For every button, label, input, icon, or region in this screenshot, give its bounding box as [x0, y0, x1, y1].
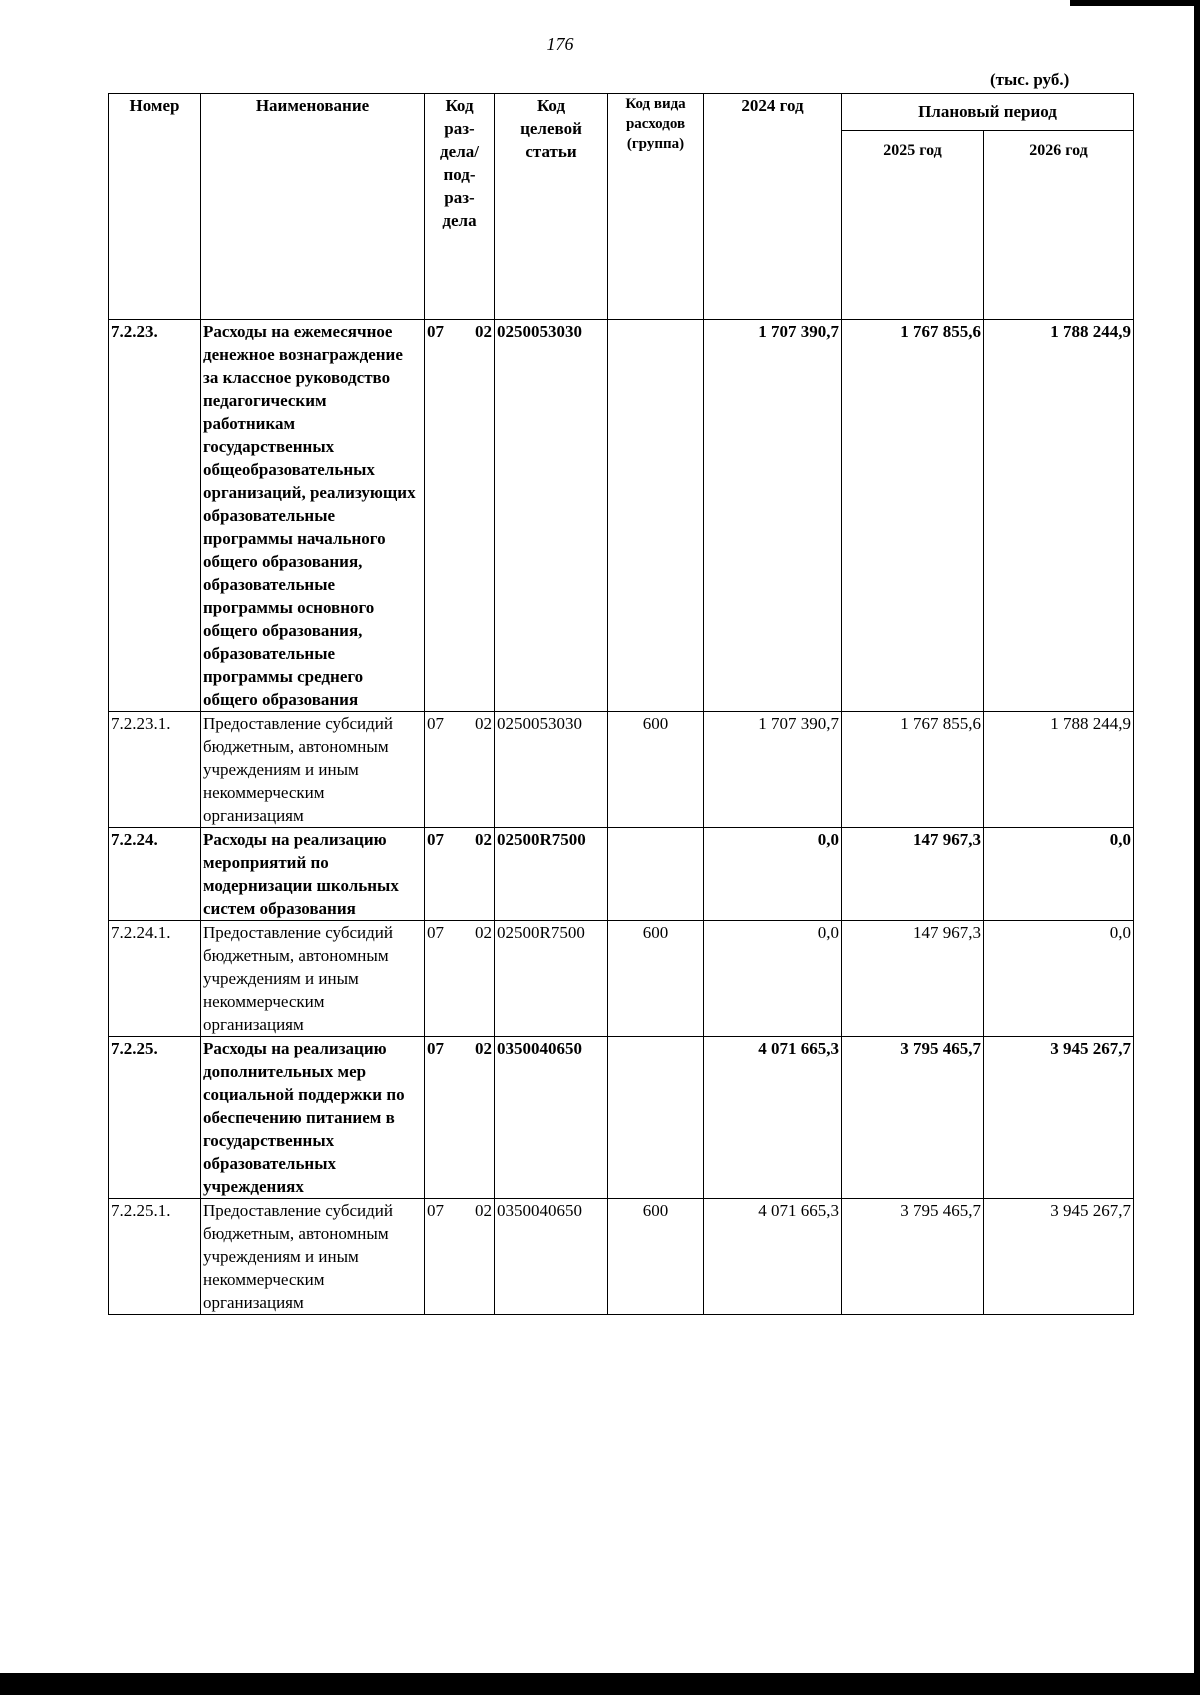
- header-target-code: [495, 94, 608, 320]
- row-name: Расходы на реализацию мероприятий по модернизации школьных систем образования: [201, 828, 425, 921]
- scan-border-bottom: [0, 1673, 1200, 1695]
- header-name: Наименование: [201, 94, 425, 320]
- budget-table: [108, 93, 1134, 1315]
- row-number: 7.2.23.1.: [109, 712, 201, 828]
- header-section-code: [425, 94, 495, 320]
- row-target-code: 0250053030: [495, 320, 608, 712]
- row-amount-2024: 0,0: [704, 828, 842, 921]
- header-year-2025: 2025 год: [842, 131, 984, 320]
- row-section: 07: [425, 921, 461, 1037]
- row-target-code: 0350040650: [495, 1037, 608, 1199]
- table-row: [109, 1199, 1134, 1315]
- table-row: [109, 921, 1134, 1037]
- row-subsection: 02: [461, 1037, 495, 1199]
- row-expense-group: 600: [608, 1199, 704, 1315]
- row-number: 7.2.24.1.: [109, 921, 201, 1037]
- row-target-code: 02500R7500: [495, 921, 608, 1037]
- row-name: Предоставление субсидий бюджетным, автономным учреждениям и иным некоммерческим организациям: [201, 1199, 425, 1315]
- row-section: 07: [425, 828, 461, 921]
- row-number: 7.2.25.1.: [109, 1199, 201, 1315]
- header-section-code-text: Код раз-дела/ под-раз-дела: [440, 96, 479, 230]
- row-section: 07: [425, 1199, 461, 1315]
- row-amount-2026: 0,0: [984, 828, 1134, 921]
- row-amount-2026: 1 788 244,9: [984, 712, 1134, 828]
- table-row: [109, 828, 1134, 921]
- row-amount-2024: 0,0: [704, 921, 842, 1037]
- budget-table-body: [109, 320, 1134, 1315]
- header-expense-type-text: Код вида расходов (группа): [625, 96, 686, 152]
- row-amount-2026: 3 945 267,7: [984, 1199, 1134, 1315]
- row-amount-2026: 1 788 244,9: [984, 320, 1134, 712]
- header-expense-type: [608, 94, 704, 320]
- row-section: 07: [425, 320, 461, 712]
- row-expense-group: 600: [608, 712, 704, 828]
- header-target-code-text: Код целевой статьи: [520, 96, 582, 161]
- units-label: (тыс. руб.): [990, 70, 1070, 89]
- row-expense-group: [608, 1037, 704, 1199]
- row-section: 07: [425, 1037, 461, 1199]
- row-target-code: 0250053030: [495, 712, 608, 828]
- row-number: 7.2.25.: [109, 1037, 201, 1199]
- header-year-2024: 2024 год: [704, 94, 842, 320]
- row-amount-2025: 1 767 855,6: [842, 712, 984, 828]
- row-name: Расходы на реализацию дополнительных мер социальной поддержки по обеспечению питанием в государственных образовательных учреждениях: [201, 1037, 425, 1199]
- row-amount-2025: 147 967,3: [842, 921, 984, 1037]
- page-number: 176: [546, 34, 574, 54]
- row-amount-2025: 1 767 855,6: [842, 320, 984, 712]
- row-amount-2026: 0,0: [984, 921, 1134, 1037]
- row-amount-2025: 147 967,3: [842, 828, 984, 921]
- row-expense-group: [608, 320, 704, 712]
- header-number: Номер: [109, 94, 201, 320]
- table-row: [109, 712, 1134, 828]
- row-subsection: 02: [461, 1199, 495, 1315]
- row-subsection: 02: [461, 828, 495, 921]
- row-expense-group: 600: [608, 921, 704, 1037]
- row-amount-2024: 1 707 390,7: [704, 320, 842, 712]
- header-year-2026: 2026 год: [984, 131, 1134, 320]
- table-row: [109, 320, 1134, 712]
- row-target-code: 02500R7500: [495, 828, 608, 921]
- row-name: Предоставление субсидий бюджетным, автономным учреждениям и иным некоммерческим организациям: [201, 921, 425, 1037]
- row-expense-group: [608, 828, 704, 921]
- row-amount-2024: 4 071 665,3: [704, 1199, 842, 1315]
- row-subsection: 02: [461, 921, 495, 1037]
- row-amount-2025: 3 795 465,7: [842, 1037, 984, 1199]
- row-amount-2024: 1 707 390,7: [704, 712, 842, 828]
- row-number: 7.2.24.: [109, 828, 201, 921]
- row-name: Предоставление субсидий бюджетным, автономным учреждениям и иным некоммерческим организациям: [201, 712, 425, 828]
- row-amount-2025: 3 795 465,7: [842, 1199, 984, 1315]
- row-amount-2024: 4 071 665,3: [704, 1037, 842, 1199]
- row-subsection: 02: [461, 320, 495, 712]
- row-amount-2026: 3 945 267,7: [984, 1037, 1134, 1199]
- header-planning-period: Плановый период: [842, 94, 1134, 131]
- row-target-code: 0350040650: [495, 1199, 608, 1315]
- row-subsection: 02: [461, 712, 495, 828]
- scan-border-top: [1070, 0, 1200, 6]
- row-number: 7.2.23.: [109, 320, 201, 712]
- table-row: [109, 1037, 1134, 1199]
- row-section: 07: [425, 712, 461, 828]
- row-name: Расходы на ежемесячное денежное вознаграждение за классное руководство педагогическим работникам государственных общеобразовательных организаций, реализующих образовательные программы начального общего образования, образовательные программы основного общего образования, образовательные программы среднего общего образования: [201, 320, 425, 712]
- scan-border-right: [1194, 0, 1200, 1695]
